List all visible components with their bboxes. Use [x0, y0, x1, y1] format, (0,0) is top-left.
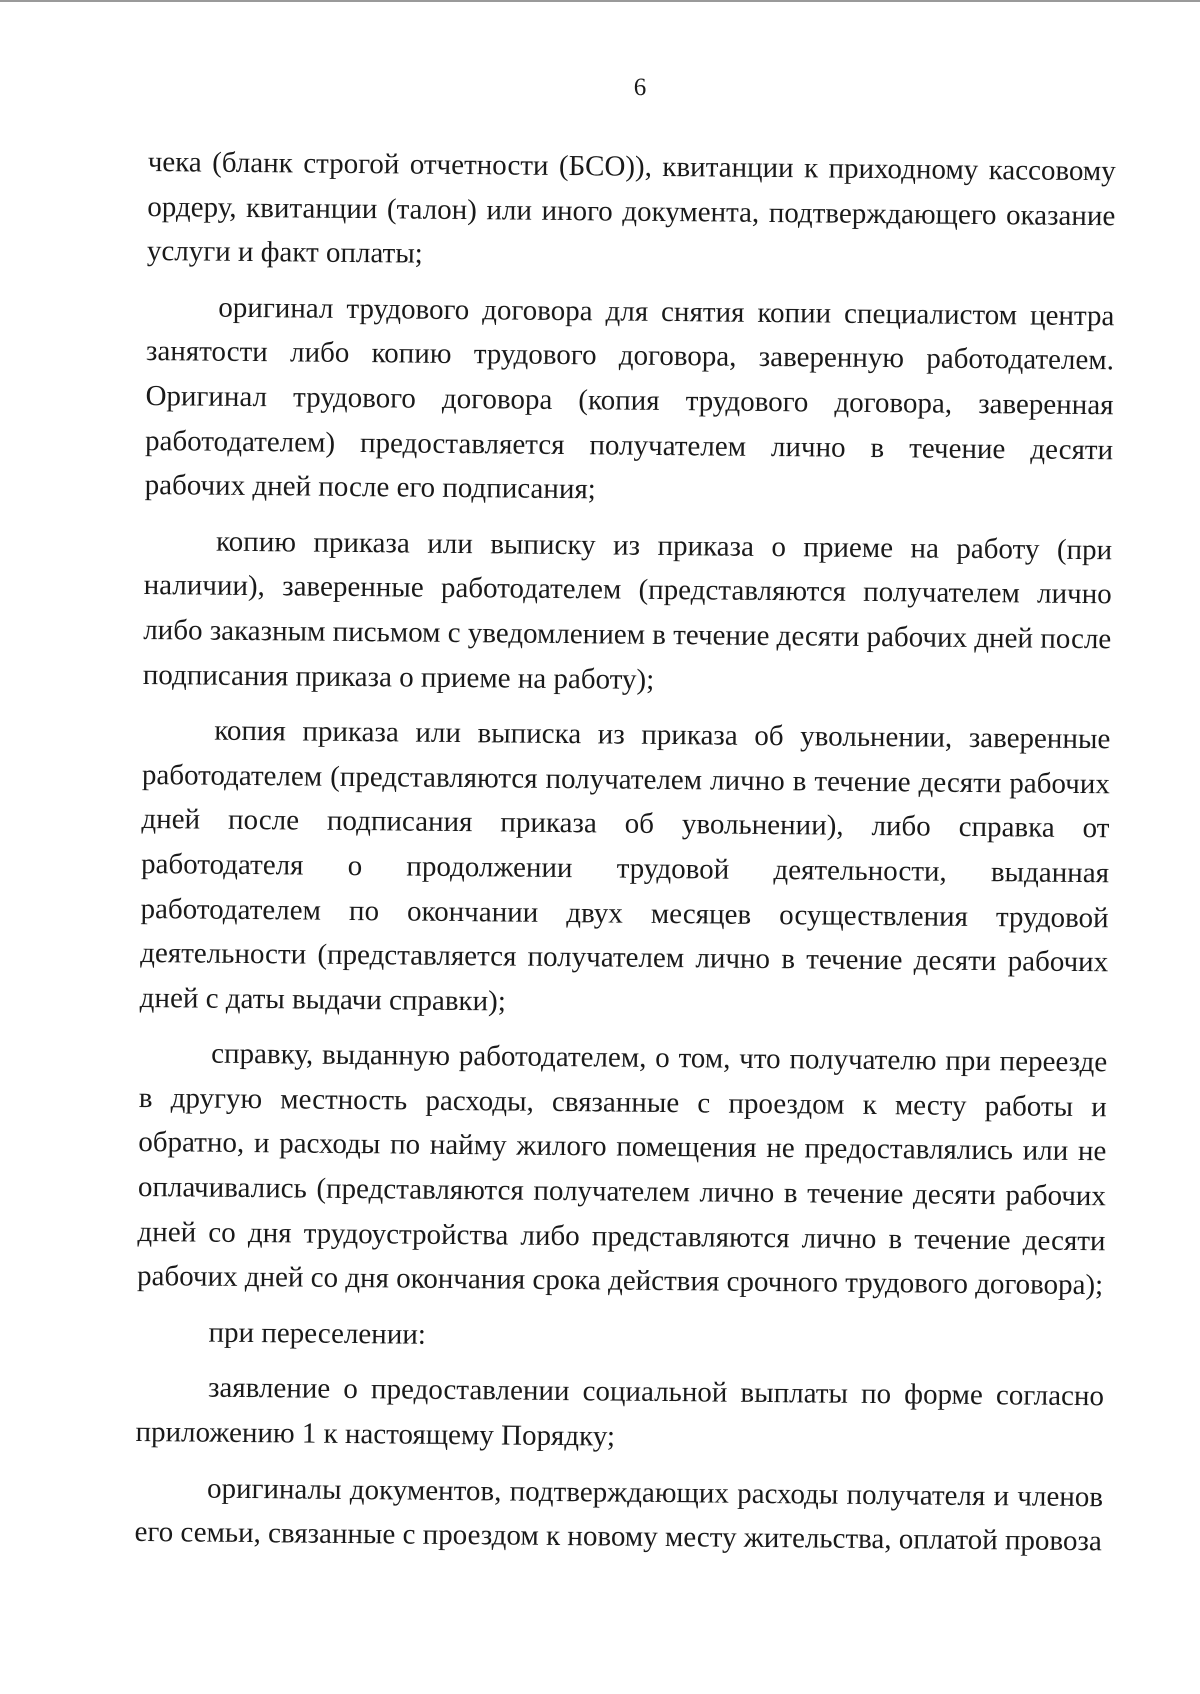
page-number: 6: [633, 74, 647, 101]
paragraph-receipt-documents: чека (бланк строгой отчетности (БСО)), квитанции к приходному кассовому ордеру, квитанции (талон) или иного документа, подтверждающего оказание услуги и факт оплаты;: [146, 145, 1116, 270]
scan-top-edge: [0, 0, 1200, 2]
paragraph-application: заявление о предоставлении социальной выплаты по форме согласно приложению 1 к настоящему Порядку;: [135, 1372, 1105, 1453]
document-body: [134, 140, 1116, 1575]
paragraph-employer-certificate: справку, выданную работодателем, о том, что получателю при переезде в другую местность расходы, связанные с проездом к месту работы и обратно, и расходы по найму жилого помещения не предоставлялись или не оплачивались (представляются получателем лично в течение десяти рабочих дней со дня трудоустройства либо представляются лично в течение десяти рабочих дней со дня окончания срока действия срочного трудового договора);: [136, 1037, 1108, 1302]
paragraph-employment-contract: оригинал трудового договора для снятия копии специалистом центра занятости либо копию трудового договора, заверенную работодателем. Оригинал трудового договора (копия трудового договора, заверенная работодателем) предоставляется получателем лично в течение десяти рабочих дней после его подписания;: [144, 291, 1115, 506]
paragraph-expense-originals: оригиналы документов, подтверждающих расходы получателя и членов его семьи, связанные с проездом к новому месту жительства, оплатой провоза: [134, 1472, 1104, 1558]
paragraph-hiring-order: копию приказа или выписку из приказа о приеме на работу (при наличии), заверенные работодателем (представляются получателем лично либо заказным письмом с уведомлением в течение десяти рабочих дней после подписания приказа о приеме на работу);: [142, 525, 1113, 696]
paragraph-dismissal-order: копия приказа или выписка из приказа об увольнении, заверенные работодателем (представляются получателем лично в течение десяти рабочих дней после подписания приказа об увольнении), либо справка от работодателя о продолжении трудовой деятельности, выданная работодателем по окончании двух месяцев осуществления трудовой деятельности (представляется получателем лично в течение десяти рабочих дней с даты выдачи справки);: [139, 714, 1111, 1018]
paragraph-relocation-heading: при переселении:: [208, 1316, 427, 1351]
